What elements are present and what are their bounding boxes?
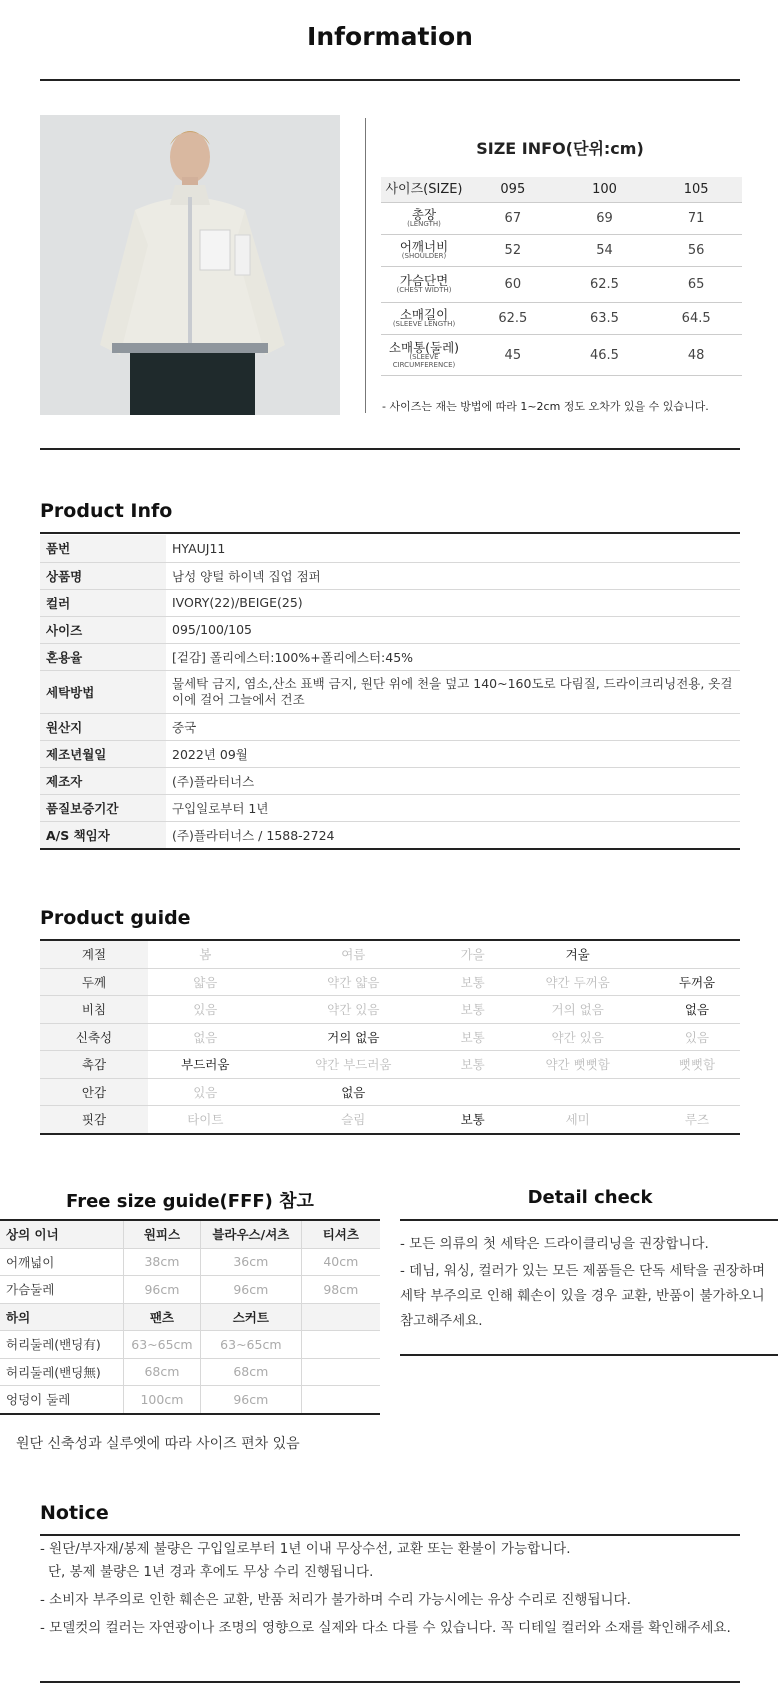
info-key: 품질보증기간 — [40, 794, 166, 821]
product-info-rule — [40, 532, 740, 534]
guide-option: 봄 — [148, 941, 263, 968]
free-size-label: 허리둘레(밴딩有) — [0, 1331, 123, 1359]
guide-key: 두께 — [40, 968, 148, 996]
size-row — [381, 267, 742, 303]
info-row — [40, 821, 740, 849]
detail-check-box — [400, 1219, 778, 1356]
guide-option: 없음 — [263, 1078, 444, 1106]
page-title: Information — [307, 22, 473, 51]
size-value: 45 — [467, 335, 559, 376]
info-key: 상품명 — [40, 562, 166, 589]
free-size-note: 원단 신축성과 실루엣에 따라 사이즈 편차 있음 — [16, 1436, 300, 1452]
guide-option: 있음 — [148, 996, 263, 1024]
vertical-divider — [365, 118, 366, 413]
notice-list — [40, 1538, 740, 1640]
guide-option: 없음 — [148, 1023, 263, 1051]
size-header-cell: 095 — [467, 177, 559, 203]
guide-option: 없음 — [654, 996, 740, 1024]
guide-key: 핏감 — [40, 1106, 148, 1134]
free-size-header-row — [0, 1221, 380, 1248]
size-value: 71 — [650, 203, 742, 235]
notice-rule-bottom — [40, 1681, 740, 1683]
guide-option: 슬림 — [263, 1106, 444, 1134]
free-size-label: 엉덩이 둘레 — [0, 1386, 123, 1414]
guide-option: 있음 — [148, 1078, 263, 1106]
info-value: (주)플라터너스 — [166, 767, 740, 794]
info-key: A/S 책임자 — [40, 821, 166, 849]
size-value: 46.5 — [559, 335, 651, 376]
free-size-label: 가슴둘레 — [0, 1276, 123, 1304]
guide-key: 안감 — [40, 1078, 148, 1106]
measure-name-en: (CHEST WIDTH) — [396, 286, 452, 295]
free-size-cell: 68cm — [123, 1358, 200, 1386]
guide-row — [40, 996, 740, 1024]
size-row — [381, 303, 742, 335]
info-key: 세탁방법 — [40, 670, 166, 713]
free-size-cell: 원피스 — [123, 1221, 200, 1248]
size-row-label — [381, 235, 467, 267]
size-table — [381, 177, 742, 376]
guide-row — [40, 1078, 740, 1106]
measure-name-en: (LENGTH) — [407, 220, 441, 229]
measure-name: 어깨너비 — [399, 239, 449, 255]
section-divider — [40, 448, 740, 450]
info-row — [40, 589, 740, 616]
guide-option: 루즈 — [654, 1106, 740, 1134]
size-value: 69 — [559, 203, 651, 235]
guide-row — [40, 1106, 740, 1134]
info-key: 품번 — [40, 535, 166, 562]
guide-key: 계절 — [40, 941, 148, 968]
info-value: 남성 양털 하이넥 집업 점퍼 — [166, 562, 740, 589]
info-key: 사이즈 — [40, 616, 166, 643]
detail-check-title: Detail check — [527, 1187, 653, 1208]
notice-line: 단, 봉제 불량은 1년 경과 후에도 무상 수리 진행됩니다. — [48, 1564, 374, 1580]
guide-option: 뻣뻣함 — [654, 1051, 740, 1079]
product-info-table — [40, 535, 740, 850]
measure-name: 가슴단면 — [399, 273, 449, 289]
size-row-label — [381, 303, 467, 335]
free-size-cell: 96cm — [123, 1276, 200, 1304]
title-divider — [40, 79, 740, 81]
notice-line: - 소비자 부주의로 인한 훼손은 교환, 반품 처리가 불가하며 수리 가능시에는 유상 수리로 진행됩니다. — [40, 1592, 631, 1608]
guide-option — [501, 1078, 654, 1106]
free-size-label: 하의 — [0, 1303, 123, 1331]
info-key: 컬러 — [40, 589, 166, 616]
size-value: 65 — [650, 267, 742, 303]
product-info-title: Product Info — [40, 500, 173, 522]
free-size-title: Free size guide(FFF) 참고 — [66, 1191, 314, 1212]
guide-option: 얇음 — [148, 968, 263, 996]
free-size-header-row — [0, 1303, 380, 1331]
detail-check-item: - 데님, 워싱, 컬러가 있는 모든 제품들은 단독 세탁을 권장하며 세탁 부주의로 인해 훼손이 있을 경우 교환, 반품이 불가하오니 참고해주세요. — [400, 1263, 766, 1329]
free-size-label: 허리둘레(밴딩無) — [0, 1358, 123, 1386]
measure-name-en: (SLEEVE CIRCUMFERENCE) — [392, 353, 456, 369]
free-size-label: 상의 이너 — [0, 1221, 123, 1248]
free-size-cell: 63~65cm — [201, 1331, 302, 1359]
guide-row — [40, 968, 740, 996]
measure-name-en: (SLEEVE LENGTH) — [392, 320, 456, 329]
size-row-label — [381, 203, 467, 235]
guide-option: 가을 — [444, 941, 501, 968]
guide-option: 있음 — [654, 1023, 740, 1051]
free-size-cell: 96cm — [201, 1386, 302, 1414]
info-row — [40, 535, 740, 562]
free-size-row — [0, 1358, 380, 1386]
info-value: [겉감] 폴리에스터:100%+폴리에스터:45% — [166, 643, 740, 670]
info-row — [40, 643, 740, 670]
guide-option: 보통 — [444, 996, 501, 1024]
guide-option: 세미 — [501, 1106, 654, 1134]
free-size-cell: 스커트 — [201, 1303, 302, 1331]
free-size-cell: 63~65cm — [123, 1331, 200, 1359]
info-value: (주)플라터너스 / 1588-2724 — [166, 821, 740, 849]
info-row — [40, 713, 740, 740]
guide-option — [444, 1078, 501, 1106]
info-row — [40, 767, 740, 794]
guide-option: 부드러움 — [148, 1051, 263, 1079]
size-row — [381, 203, 742, 235]
model-photo — [40, 115, 340, 415]
free-size-row — [0, 1276, 380, 1304]
free-size-cell — [301, 1303, 380, 1331]
measure-name-en: (SHOULDER) — [401, 252, 447, 261]
guide-option: 약간 얇음 — [263, 968, 444, 996]
guide-option: 겨울 — [501, 941, 654, 968]
info-value: 중국 — [166, 713, 740, 740]
free-size-cell — [301, 1358, 380, 1386]
info-key: 제조년월일 — [40, 740, 166, 767]
free-size-row — [0, 1248, 380, 1276]
free-size-cell: 팬츠 — [123, 1303, 200, 1331]
free-size-cell: 36cm — [201, 1248, 302, 1276]
free-size-cell: 98cm — [301, 1276, 380, 1304]
size-value: 63.5 — [559, 303, 651, 335]
detail-check-item: - 모든 의류의 첫 세탁은 드라이클리닝을 권장합니다. — [400, 1236, 709, 1252]
guide-option — [654, 941, 740, 968]
size-value: 62.5 — [467, 303, 559, 335]
guide-option: 거의 없음 — [501, 996, 654, 1024]
size-value: 54 — [559, 235, 651, 267]
size-header-cell: 100 — [559, 177, 651, 203]
product-guide-table — [40, 941, 740, 1135]
notice-line: - 원단/부자재/봉제 불량은 구입일로부터 1년 이내 무상수선, 교환 또는 환불이 가능합니다. — [40, 1541, 571, 1557]
guide-option: 약간 부드러움 — [263, 1051, 444, 1079]
info-row — [40, 670, 740, 713]
guide-option: 약간 있음 — [263, 996, 444, 1024]
size-value: 62.5 — [559, 267, 651, 303]
free-size-row — [0, 1386, 380, 1414]
guide-option: 보통 — [444, 1106, 501, 1134]
info-value: HYAUJ11 — [166, 535, 740, 562]
guide-option: 약간 뻣뻣함 — [501, 1051, 654, 1079]
guide-key: 신축성 — [40, 1023, 148, 1051]
free-size-table — [0, 1221, 380, 1415]
guide-option: 여름 — [263, 941, 444, 968]
size-row — [381, 235, 742, 267]
notice-title: Notice — [40, 1502, 109, 1524]
guide-option: 보통 — [444, 1023, 501, 1051]
info-key: 제조자 — [40, 767, 166, 794]
guide-option — [654, 1078, 740, 1106]
size-info-title: SIZE INFO(단위:cm) — [476, 139, 644, 158]
guide-option: 타이트 — [148, 1106, 263, 1134]
info-value: IVORY(22)/BEIGE(25) — [166, 589, 740, 616]
size-row-label — [381, 335, 467, 376]
guide-option: 거의 없음 — [263, 1023, 444, 1051]
guide-row — [40, 941, 740, 968]
notice-line: - 모델컷의 컬러는 자연광이나 조명의 영향으로 실제와 다소 다를 수 있습니다. 꼭 디테일 컬러와 소재를 확인해주세요. — [40, 1620, 731, 1636]
size-header-row — [381, 177, 742, 203]
size-header-cell: 105 — [650, 177, 742, 203]
free-size-cell: 티셔츠 — [301, 1221, 380, 1248]
free-size-cell — [301, 1386, 380, 1414]
free-size-cell: 100cm — [123, 1386, 200, 1414]
info-key: 원산지 — [40, 713, 166, 740]
size-row-label — [381, 267, 467, 303]
free-size-cell: 40cm — [301, 1248, 380, 1276]
free-size-cell: 96cm — [201, 1276, 302, 1304]
guide-option: 두꺼움 — [654, 968, 740, 996]
free-size-cell: 블라우스/셔츠 — [201, 1221, 302, 1248]
free-size-cell — [301, 1331, 380, 1359]
info-row — [40, 794, 740, 821]
guide-key: 비침 — [40, 996, 148, 1024]
size-row — [381, 335, 742, 376]
notice-rule-top — [40, 1534, 740, 1536]
free-size-label: 어깨넓이 — [0, 1248, 123, 1276]
size-value: 60 — [467, 267, 559, 303]
size-value: 67 — [467, 203, 559, 235]
guide-option: 약간 두꺼움 — [501, 968, 654, 996]
size-value: 56 — [650, 235, 742, 267]
measure-name: 총장 — [411, 207, 437, 223]
info-key: 혼용율 — [40, 643, 166, 670]
product-guide-title: Product guide — [40, 907, 191, 929]
guide-option: 보통 — [444, 1051, 501, 1079]
size-value: 48 — [650, 335, 742, 376]
info-row — [40, 562, 740, 589]
measure-name: 소매길이 — [399, 307, 449, 323]
info-value: 구입일로부터 1년 — [166, 794, 740, 821]
size-value: 64.5 — [650, 303, 742, 335]
free-size-cell: 38cm — [123, 1248, 200, 1276]
free-size-row — [0, 1331, 380, 1359]
guide-option: 약간 있음 — [501, 1023, 654, 1051]
info-value: 물세탁 금지, 염소,산소 표백 금지, 원단 위에 천을 덮고 140~160도로 다림질, 드라이크리닝전용, 옷걸이에 걸어 그늘에서 건조 — [166, 670, 740, 713]
guide-key: 촉감 — [40, 1051, 148, 1079]
info-row — [40, 740, 740, 767]
guide-row — [40, 1023, 740, 1051]
size-header-label: 사이즈(SIZE) — [381, 177, 467, 203]
free-size-cell: 68cm — [201, 1358, 302, 1386]
size-note: - 사이즈는 재는 방법에 따라 1~2cm 정도 오차가 있을 수 있습니다. — [382, 400, 709, 413]
guide-option: 보통 — [444, 968, 501, 996]
info-value: 095/100/105 — [166, 616, 740, 643]
guide-row — [40, 1051, 740, 1079]
measure-name: 소매통(둘레) — [388, 340, 460, 356]
info-value: 2022년 09월 — [166, 740, 740, 767]
size-value: 52 — [467, 235, 559, 267]
info-row — [40, 616, 740, 643]
